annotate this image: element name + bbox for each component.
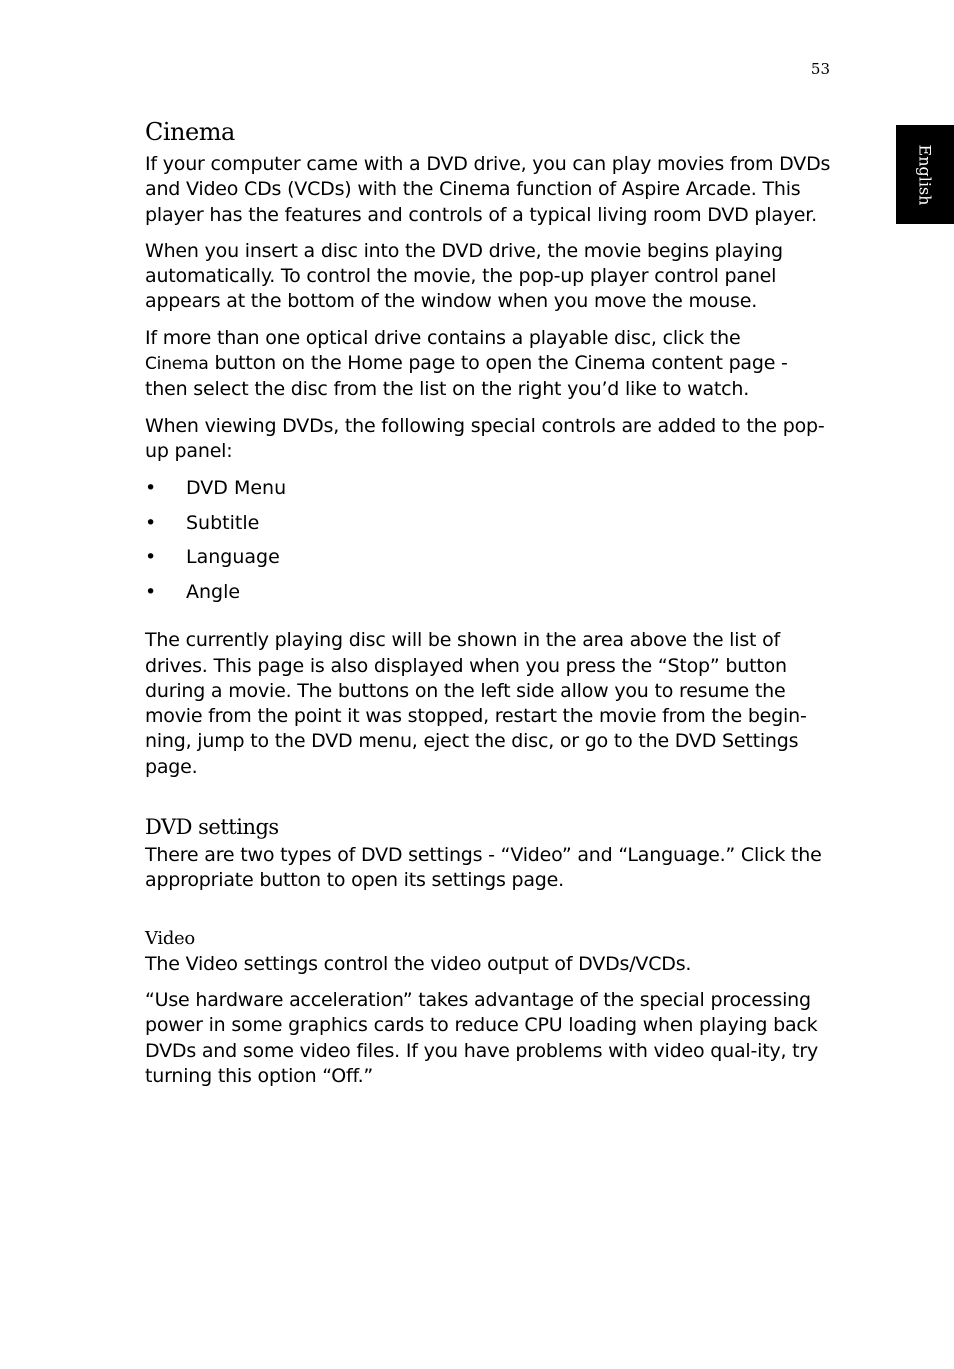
video-paragraph-1: The Video settings control the video output of DVDs/VCDs. [145, 952, 692, 975]
cinema-paragraph-5: The currently playing disc will be shown in the area above the list of drives. This page is also displayed when you press the “Stop” button during a movie. The buttons on the left side allow you to resume the movie from the point it was stopped, restart the movie from the begin-ning, jump to the DVD menu, eject the disc, or go to the DVD Settings page. [145, 629, 807, 778]
list-item: • DVD Menu [145, 476, 835, 501]
dvd-settings-paragraph: There are two types of DVD settings - “Video” and “Language.” Click the appropriate button to open its settings page. [145, 844, 822, 892]
language-side-tab [896, 125, 954, 224]
list-item: • Angle [145, 580, 835, 605]
cinema-paragraph-4: When viewing DVDs, the following special controls are added to the pop-up panel: [145, 414, 825, 462]
list-item: • Subtitle [145, 511, 835, 536]
video-paragraph-2: “Use hardware acceleration” takes advantage of the special processing power in some graphics cards to reduce CPU loading when playing back DVDs and some video files. If you have problems with video qual-ity, try turning this option “Off.” [145, 988, 819, 1087]
side-tab-label: English [915, 144, 935, 205]
cinema-heading: Cinema [145, 118, 235, 146]
cinema-paragraph-3-start: If more than one optical drive contains a playable disc, click the [145, 326, 741, 349]
dvd-settings-heading: DVD settings [145, 815, 279, 840]
page-number: 53 [810, 60, 830, 78]
cinema-paragraph-2: When you insert a disc into the DVD drive, the movie begins playing automatically. To control the movie, the pop-up player control panel appears at the bottom of the window when you move the mouse. [145, 239, 783, 313]
cinema-button-name: Cinema [145, 354, 209, 375]
cinema-paragraph-1: If your computer came with a DVD drive, you can play movies from DVDs and Video CDs (VCDs) with the Cinema function of Aspire Arcade. This player has the features and controls of a typical living room DVD player. [145, 153, 831, 226]
special-controls-list [145, 476, 835, 605]
page-content [145, 118, 835, 1100]
video-heading: Video [145, 927, 195, 949]
list-item: • Language [145, 545, 835, 570]
cinema-paragraph-3-end: button on the Home page to open the Cinema content page - then select the disc from the list on the right you’d like to watch. [145, 352, 788, 401]
cinema-paragraph-3 [145, 326, 835, 403]
